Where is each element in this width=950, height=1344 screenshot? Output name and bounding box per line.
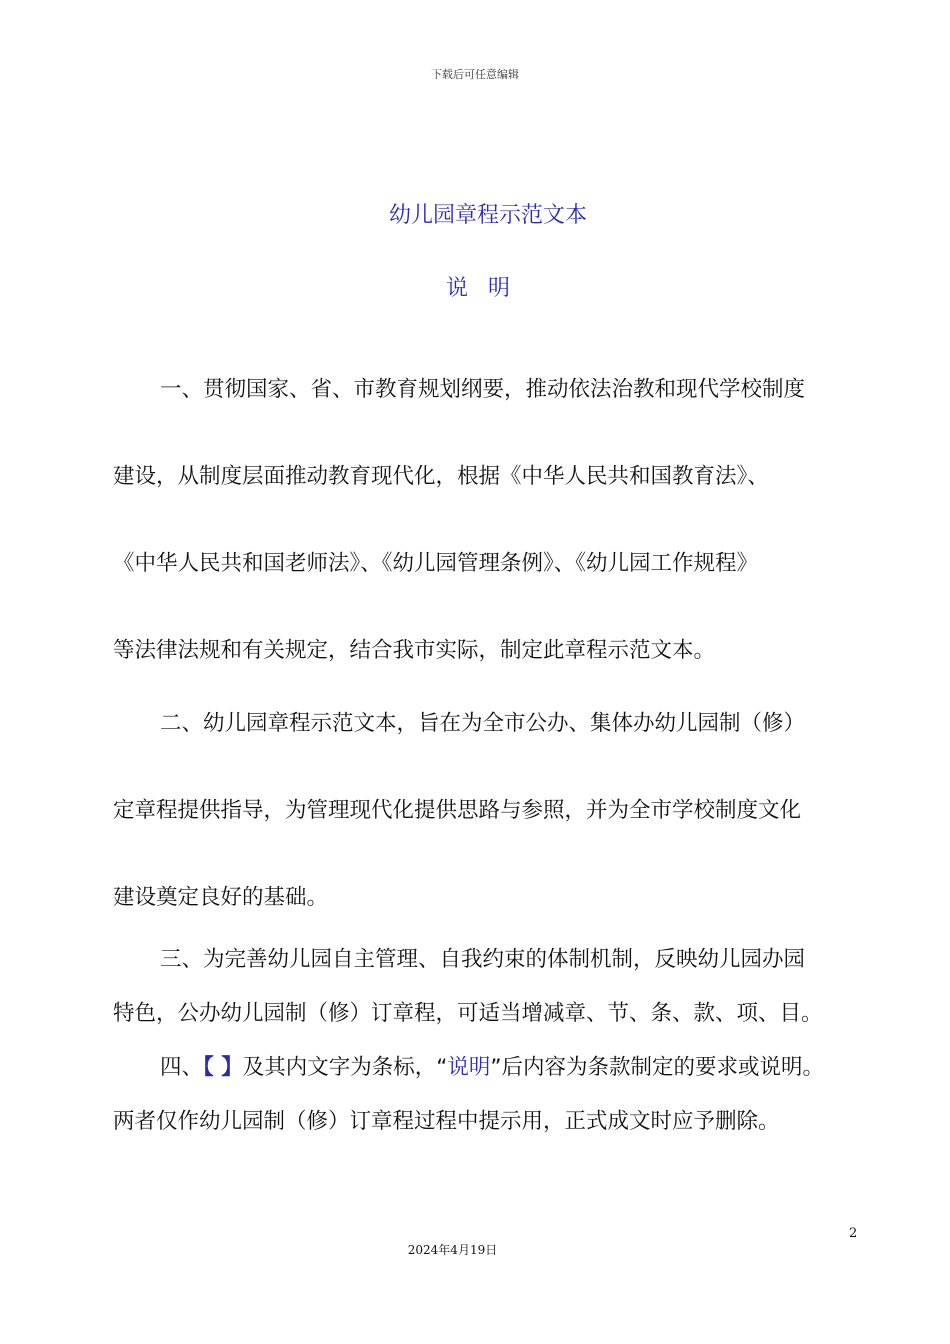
paragraph-4-line-1 xyxy=(160,1050,824,1081)
paragraph-1-line-1: 一、贯彻国家、省、市教育规划纲要，推动依法治教和现代学校制度 xyxy=(160,377,806,402)
explanation-keyword: 说明 xyxy=(447,1055,491,1080)
paragraph-4-line-2: 两者仅作幼儿园制（修）订章程过程中提示用，正式成文时应予删除。 xyxy=(113,1109,780,1134)
clause-bracket-marker: 【 】 xyxy=(203,1055,243,1080)
paragraph-1-line-3: 《中华人民共和国老师法》、《幼儿园管理条例》、《幼儿园工作规程》 xyxy=(113,551,759,576)
paragraph-2-line-1: 二、幼儿园章程示范文本，旨在为全市公办、集体办幼儿园制（修） xyxy=(160,711,806,736)
page-number: 2 xyxy=(849,1226,858,1241)
paragraph-4-text-b: ”后内容为条款制定的要求或说明。 xyxy=(490,1055,825,1080)
page-header: 下载后可任意编辑 xyxy=(431,68,519,81)
document-title: 幼儿园章程示范文本 xyxy=(388,203,587,228)
paragraph-3-line-1: 三、为完善幼儿园自主管理、自我约束的体制机制，反映幼儿园办园 xyxy=(160,947,806,972)
paragraph-4-number: 四、 xyxy=(160,1055,204,1080)
paragraph-1-line-4: 等法律法规和有关规定，结合我市实际，制定此章程示范文本。 xyxy=(113,638,716,663)
section-heading: 说明 xyxy=(445,276,530,301)
paragraph-2-line-3: 建设奠定良好的基础。 xyxy=(113,885,329,910)
page-footer-date: 2024年4月19日 xyxy=(407,1243,498,1257)
paragraph-4-text-a: 及其内文字为条标，“ xyxy=(242,1055,448,1080)
paragraph-2-line-2: 定章程提供指导，为管理现代化提供思路与参照，并为全市学校制度文化 xyxy=(113,798,802,823)
paragraph-3-line-2: 特色，公办幼儿园制（修）订章程，可适当增减章、节、条、款、项、目。 xyxy=(113,1001,823,1026)
paragraph-1-line-2: 建设，从制度层面推动教育现代化，根据《中华人民共和国教育法》、 xyxy=(113,464,769,489)
